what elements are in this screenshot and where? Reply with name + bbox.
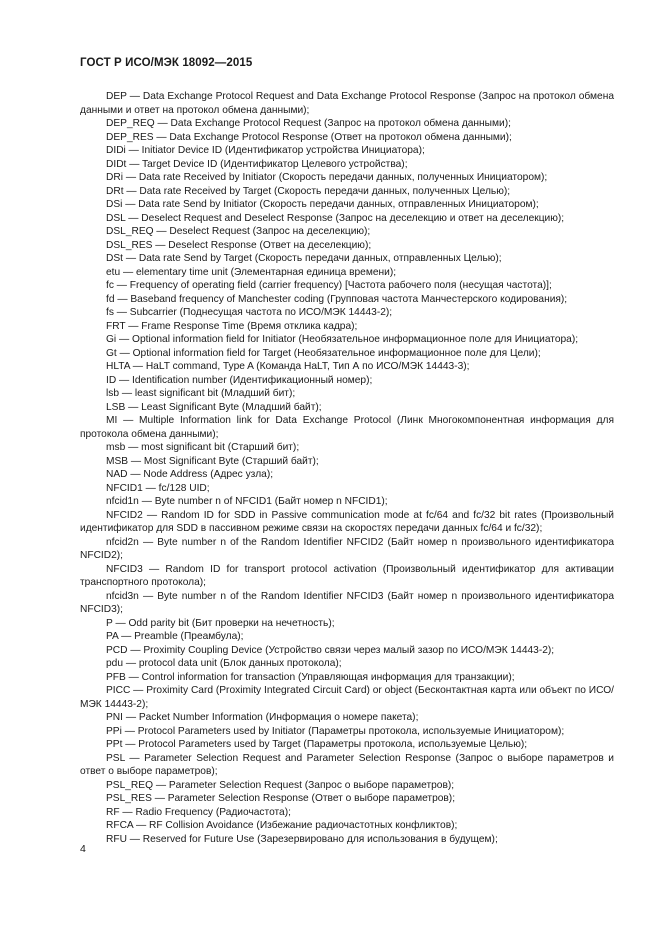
abbreviation-term: PICC	[106, 685, 131, 696]
abbreviation-definition: — Frequency of operating field (carrier frequency) [Частота рабочего поля (несущая частота)];	[113, 280, 552, 291]
abbreviation-term: nfcid1n	[106, 496, 139, 507]
abbreviation-definition: — Random ID for SDD in Passive communication mode at fc/64 and fc/32 bit rates (Произвольный идентификатор для SDD в пассивном режиме связи на скоростях передачи данных fc/64 и fc/32);	[80, 509, 614, 534]
document-header: ГОСТ Р ИСО/МЭК 18092—2015	[80, 57, 253, 69]
abbreviation-definition: — least significant bit (Младший бит);	[119, 388, 296, 399]
abbreviation-entry	[80, 833, 614, 847]
abbreviation-definition: — Byte number n of NFCID1 (Байт номер n NFCID1);	[138, 496, 388, 507]
abbreviation-term: MSB	[106, 455, 129, 467]
abbreviation-definition: — Byte number n of the Random Identifier NFCID3 (Байт номер n произвольного идентификатора NFCID3);	[80, 590, 614, 615]
abbreviation-term: Gt	[106, 347, 117, 359]
abbreviation-definition: — Initiator Device ID (Идентификатор устройства Инициатора);	[125, 145, 425, 156]
abbreviation-definition: — Most Significant Byte (Старший байт);	[128, 455, 319, 467]
abbreviation-term: MI	[106, 415, 118, 426]
abbreviation-entry	[80, 293, 614, 307]
abbreviation-entry	[80, 536, 614, 563]
abbreviation-entry	[80, 630, 614, 644]
abbreviation-definition: — Data Exchange Protocol Response (Ответ на протокол обмена данными);	[153, 131, 512, 143]
abbreviation-definition: — most significant bit (Старший бит);	[125, 442, 300, 453]
abbreviation-entry	[80, 198, 614, 212]
abbreviation-entry	[80, 495, 614, 509]
abbreviation-term: ID	[106, 374, 117, 386]
abbreviation-definition: — Target Device ID (Идентификатор Целевого устройства);	[126, 158, 408, 170]
abbreviation-entry	[80, 657, 614, 671]
abbreviation-term: DRt	[106, 185, 124, 197]
abbreviation-entry	[80, 239, 614, 253]
abbreviation-term: nfcid2n	[106, 536, 139, 548]
abbreviation-term: NFCID3	[106, 563, 143, 575]
abbreviation-definition: — Data rate Send by Initiator (Скорость передачи данных, отправленных Инициатором);	[122, 199, 539, 210]
abbreviation-term: PFB	[106, 671, 126, 683]
abbreviation-entry	[80, 806, 614, 820]
abbreviation-term: FRT	[106, 320, 126, 332]
abbreviation-term: PNI	[106, 712, 123, 723]
abbreviation-term: lsb	[106, 388, 120, 399]
abbreviation-term: PSL_REQ	[106, 779, 153, 791]
abbreviation-definition: — Data Exchange Protocol Request (Запрос на протокол обмена данными);	[154, 118, 511, 129]
abbreviation-entry	[80, 185, 614, 199]
abbreviation-term: DEP	[106, 91, 127, 102]
abbreviation-term: DRi	[106, 172, 123, 183]
abbreviation-entry	[80, 90, 614, 117]
abbreviation-term: DSL	[106, 212, 126, 224]
abbreviation-entry	[80, 401, 614, 415]
abbreviation-term: DIDi	[106, 145, 126, 156]
abbreviation-term: NFCID1	[106, 482, 143, 494]
abbreviation-definition: — Reserved for Future Use (Зарезервировано для использования в будущем);	[126, 833, 498, 845]
abbreviation-term: etu	[106, 266, 121, 278]
abbreviation-definition: — Random ID for transport protocol activation (Произвольный идентификатор для активации транспортного протокола);	[80, 563, 614, 588]
abbreviation-term: PPt	[106, 739, 123, 750]
abbreviation-definition: — Odd parity bit (Бит проверки на нечетность);	[112, 617, 335, 629]
abbreviation-entry	[80, 482, 614, 496]
abbreviation-definition: — Data rate Send by Target (Скорость передачи данных, отправленных Целью);	[122, 253, 502, 264]
abbreviation-definition: — Parameter Selection Request (Запрос о выборе параметров);	[153, 779, 455, 791]
abbreviation-definition: — Data rate Received by Target (Скорость передачи данных, полученных Целью);	[123, 185, 511, 197]
abbreviation-definition: — fc/128 UID;	[142, 482, 210, 494]
abbreviation-definition: — protocol data unit (Блок данных протокола);	[123, 658, 342, 669]
abbreviation-entry	[80, 266, 614, 280]
abbreviation-term: fc	[106, 280, 114, 291]
abbreviation-entry	[80, 414, 614, 441]
abbreviation-term: PSL_RES	[106, 793, 152, 804]
abbreviation-definition: — Frame Response Time (Время отклика кадра);	[125, 320, 358, 332]
abbreviation-definition: — Protocol Parameters used by Initiator (Параметры протокола, используемые Инициатором);	[121, 725, 565, 737]
abbreviation-entry	[80, 387, 614, 401]
abbreviation-definition: — Multiple Information link for Data Exchange Protocol (Линк Многокомпонентная информация для протокола обмена данными);	[80, 415, 614, 440]
abbreviation-term: msb	[106, 442, 126, 453]
abbreviation-definition: — Subcarrier (Поднесущая частота по ИСО/МЭК 14443-2);	[113, 307, 393, 318]
abbreviation-entry	[80, 306, 614, 320]
abbreviation-term: RFU	[106, 833, 127, 845]
abbreviation-entry	[80, 671, 614, 685]
abbreviation-definition: — RF Collision Avoidance (Избежание радиочастотных конфликтов);	[133, 820, 458, 831]
abbreviation-entry	[80, 347, 614, 361]
abbreviation-term: pdu	[106, 658, 123, 669]
abbreviation-definition: — Identification number (Идентификационный номер);	[116, 374, 373, 386]
abbreviation-entry	[80, 590, 614, 617]
abbreviation-entry	[80, 644, 614, 658]
abbreviation-entry	[80, 738, 614, 752]
abbreviation-term: LSB	[106, 401, 126, 413]
abbreviation-entry	[80, 225, 614, 239]
abbreviation-definition: — Baseband frequency of Manchester coding (Групповая частота Манчестерского кодирования);	[114, 293, 568, 305]
abbreviation-term: RF	[106, 806, 120, 818]
abbreviation-term: PCD	[106, 644, 128, 656]
abbreviation-term: DEP_REQ	[106, 118, 155, 129]
abbreviation-entry	[80, 374, 614, 388]
abbreviation-definition: — Least Significant Byte (Младший байт);	[125, 401, 322, 413]
abbreviation-term: HLTA	[106, 361, 130, 372]
abbreviation-entry	[80, 509, 614, 536]
abbreviation-definition: — Parameter Selection Request and Parameter Selection Response (Запрос о выборе параметров и ответ о выборе параметров);	[80, 752, 614, 777]
abbreviation-entry	[80, 117, 614, 131]
abbreviation-term: DSi	[106, 199, 123, 210]
abbreviation-term: DIDt	[106, 158, 127, 170]
abbreviation-term: fd	[106, 293, 115, 305]
abbreviation-entry	[80, 617, 614, 631]
abbreviation-term: DSL_RES	[106, 239, 153, 251]
abbreviation-definition: — Preamble (Преамбула);	[118, 631, 244, 642]
abbreviation-definition: — Deselect Response (Ответ на деселекцию);	[152, 239, 372, 251]
abbreviation-term: NAD	[106, 469, 128, 480]
abbreviation-definition: — elementary time unit (Элементарная единица времени);	[120, 266, 397, 278]
abbreviation-definition: — Radio Frequency (Радиочастота);	[119, 806, 291, 818]
abbreviation-definition: — Deselect Request and Deselect Response (Запрос на деселекцию и ответ на деселекцию);	[125, 212, 565, 224]
abbreviation-term: RFCA	[106, 820, 134, 831]
abbreviation-definition: — Byte number n of the Random Identifier NFCID2 (Байт номер n произвольного идентификатора NFCID2);	[80, 536, 614, 561]
abbreviation-entry	[80, 360, 614, 374]
abbreviation-definition: — Proximity Coupling Device (Устройство связи через малый зазор по ИСО/МЭК 14443-2);	[127, 644, 555, 656]
abbreviation-term: PPi	[106, 725, 122, 737]
abbreviation-term: PA	[106, 631, 119, 642]
abbreviation-entry	[80, 819, 614, 833]
abbreviation-definition: — Data Exchange Protocol Request and Data Exchange Protocol Response (Запрос на протокол обмена данными и ответ на протокол обмена данными);	[80, 91, 614, 116]
abbreviation-term: NFCID2	[106, 509, 143, 521]
abbreviation-entry	[80, 279, 614, 293]
abbreviation-entry	[80, 333, 614, 347]
abbreviation-entry	[80, 779, 614, 793]
abbreviation-term: Gi	[106, 334, 117, 345]
abbreviation-definition: — Optional information field for Initiator (Необязательное информационное поле для Инициатора);	[116, 334, 579, 345]
abbreviation-definition: — Protocol Parameters used by Target (Параметры протокола, используемые Целью);	[122, 739, 528, 750]
abbreviation-entry	[80, 468, 614, 482]
abbreviation-term: P	[106, 617, 113, 629]
abbreviation-entry	[80, 131, 614, 145]
abbreviation-entry	[80, 144, 614, 158]
abbreviation-definition: — Data rate Received by Initiator (Скорость передачи данных, полученных Инициатором);	[122, 172, 548, 183]
abbreviation-entry	[80, 563, 614, 590]
abbreviation-entry	[80, 252, 614, 266]
abbreviation-term: fs	[106, 307, 114, 318]
abbreviation-entry	[80, 158, 614, 172]
abbreviation-entry	[80, 792, 614, 806]
abbreviation-entry	[80, 212, 614, 226]
abbreviation-definition: — HaLT command, Type A (Команда HaLT, Тип А по ИСО/МЭК 14443-3);	[129, 361, 470, 372]
abbreviation-term: DSL_REQ	[106, 226, 154, 237]
abbreviation-entry	[80, 455, 614, 469]
abbreviation-entry	[80, 320, 614, 334]
abbreviation-entry	[80, 684, 614, 711]
abbreviation-entry	[80, 752, 614, 779]
abbreviation-definition: — Packet Number Information (Информация о номере пакета);	[122, 712, 419, 723]
abbreviation-term: DSt	[106, 253, 123, 264]
abbreviation-entry	[80, 725, 614, 739]
abbreviation-definition: — Deselect Request (Запрос на деселекцию);	[153, 226, 371, 237]
abbreviation-entry	[80, 171, 614, 185]
abbreviation-definition: — Proximity Card (Proximity Integrated Circuit Card) or object (Бесконтактная карта или объект по ИСО/МЭК 14443-2);	[80, 685, 614, 710]
abbreviation-term: DEP_RES	[106, 131, 154, 143]
abbreviation-definition: — Node Address (Адрес узла);	[127, 469, 274, 480]
abbreviation-term: nfcid3n	[106, 590, 139, 602]
abbreviations-list	[80, 90, 614, 846]
abbreviation-term: PSL	[106, 752, 125, 764]
abbreviation-definition: — Control information for transaction (Управляющая информация для транзакции);	[125, 671, 515, 683]
abbreviation-definition: — Optional information field for Target (Необязательное информационное поле для Цели);	[116, 347, 541, 359]
abbreviation-entry	[80, 711, 614, 725]
abbreviation-entry	[80, 441, 614, 455]
page-number: 4	[80, 843, 86, 855]
abbreviation-definition: — Parameter Selection Response (Ответ о выборе параметров);	[151, 793, 456, 804]
